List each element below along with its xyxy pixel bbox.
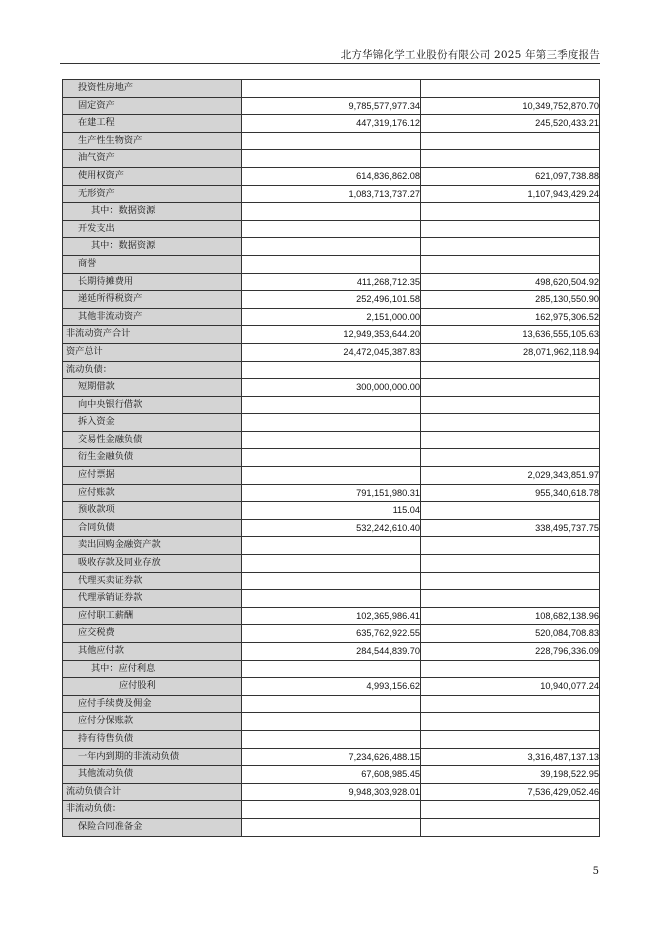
table-row — [63, 396, 600, 414]
table-row — [63, 431, 600, 449]
table-row — [63, 203, 600, 221]
balance-sheet-table — [62, 79, 600, 837]
table-row — [63, 713, 600, 731]
current-period-value — [242, 801, 421, 819]
row-label: 资产总计 — [63, 343, 242, 361]
current-period-value — [242, 150, 421, 168]
table-row — [63, 308, 600, 326]
prior-period-value: 10,349,752,870.70 — [421, 97, 600, 115]
prior-period-value: 1,107,943,429.24 — [421, 185, 600, 203]
table-row — [63, 467, 600, 485]
row-label: 应付股利 — [63, 678, 242, 696]
current-period-value — [242, 132, 421, 150]
row-label: 保险合同准备金 — [63, 818, 242, 836]
row-label: 在建工程 — [63, 115, 242, 133]
table-row — [63, 625, 600, 643]
prior-period-value — [421, 730, 600, 748]
balance-sheet-body — [63, 80, 600, 837]
table-row — [63, 607, 600, 625]
row-label: 生产性生物资产 — [63, 132, 242, 150]
prior-period-value — [421, 203, 600, 221]
header-divider — [60, 63, 600, 64]
current-period-value — [242, 537, 421, 555]
row-label: 其中：数据资源 — [63, 203, 242, 221]
prior-period-value: 498,620,504.92 — [421, 273, 600, 291]
current-period-value — [242, 467, 421, 485]
row-label: 交易性金融负债 — [63, 431, 242, 449]
prior-period-value: 108,682,138.96 — [421, 607, 600, 625]
table-row — [63, 660, 600, 678]
row-label: 一年内到期的非流动负债 — [63, 748, 242, 766]
row-label: 其他应付款 — [63, 643, 242, 661]
row-label: 投资性房地产 — [63, 80, 242, 98]
current-period-value: 2,151,000.00 — [242, 308, 421, 326]
row-label: 应付票据 — [63, 467, 242, 485]
prior-period-value: 228,796,336.09 — [421, 643, 600, 661]
prior-period-value — [421, 150, 600, 168]
table-row — [63, 695, 600, 713]
current-period-value — [242, 238, 421, 256]
current-period-value: 614,836,862.08 — [242, 167, 421, 185]
table-row — [63, 590, 600, 608]
current-period-value: 9,785,577,977.34 — [242, 97, 421, 115]
table-row — [63, 643, 600, 661]
current-period-value — [242, 431, 421, 449]
current-period-value: 24,472,045,387.83 — [242, 343, 421, 361]
table-row — [63, 730, 600, 748]
table-row — [63, 343, 600, 361]
table-row — [63, 519, 600, 537]
current-period-value: 1,083,713,737.27 — [242, 185, 421, 203]
prior-period-value — [421, 818, 600, 836]
prior-period-value — [421, 255, 600, 273]
prior-period-value — [421, 590, 600, 608]
prior-period-value: 13,636,555,105.63 — [421, 326, 600, 344]
table-row — [63, 484, 600, 502]
row-label: 递延所得税资产 — [63, 291, 242, 309]
table-row — [63, 783, 600, 801]
table-row — [63, 678, 600, 696]
prior-period-value: 2,029,343,851.97 — [421, 467, 600, 485]
current-period-value — [242, 203, 421, 221]
current-period-value — [242, 730, 421, 748]
table-row — [63, 801, 600, 819]
current-period-value — [242, 818, 421, 836]
prior-period-value — [421, 555, 600, 573]
row-label: 短期借款 — [63, 379, 242, 397]
table-row — [63, 115, 600, 133]
prior-period-value — [421, 379, 600, 397]
table-row — [63, 167, 600, 185]
row-label: 无形资产 — [63, 185, 242, 203]
row-label: 非流动资产合计 — [63, 326, 242, 344]
current-period-value: 635,762,922.55 — [242, 625, 421, 643]
current-period-value: 9,948,303,928.01 — [242, 783, 421, 801]
prior-period-value: 3,316,487,137.13 — [421, 748, 600, 766]
row-label: 代理买卖证券款 — [63, 572, 242, 590]
page-number: 5 — [592, 866, 599, 877]
table-row — [63, 97, 600, 115]
current-period-value — [242, 361, 421, 379]
prior-period-value: 520,084,708.83 — [421, 625, 600, 643]
prior-period-value: 162,975,306.52 — [421, 308, 600, 326]
current-period-value: 12,949,353,644.20 — [242, 326, 421, 344]
prior-period-value — [421, 80, 600, 98]
prior-period-value — [421, 238, 600, 256]
prior-period-value: 7,536,429,052.46 — [421, 783, 600, 801]
table-row — [63, 255, 600, 273]
table-row — [63, 185, 600, 203]
prior-period-value — [421, 396, 600, 414]
table-row — [63, 238, 600, 256]
prior-period-value — [421, 713, 600, 731]
row-label: 应交税费 — [63, 625, 242, 643]
current-period-value: 4,993,156.62 — [242, 678, 421, 696]
row-label: 其他流动负债 — [63, 766, 242, 784]
current-period-value: 252,496,101.58 — [242, 291, 421, 309]
current-period-value: 447,319,176.12 — [242, 115, 421, 133]
prior-period-value: 39,198,522.95 — [421, 766, 600, 784]
current-period-value: 411,268,712.35 — [242, 273, 421, 291]
row-label: 向中央银行借款 — [63, 396, 242, 414]
row-label: 流动负债： — [63, 361, 242, 379]
row-label: 非流动负债： — [63, 801, 242, 819]
prior-period-value — [421, 414, 600, 432]
row-label: 应付分保账款 — [63, 713, 242, 731]
row-label: 油气资产 — [63, 150, 242, 168]
prior-period-value — [421, 361, 600, 379]
table-row — [63, 150, 600, 168]
prior-period-value: 10,940,077.24 — [421, 678, 600, 696]
row-label: 应付手续费及佣金 — [63, 695, 242, 713]
prior-period-value — [421, 431, 600, 449]
prior-period-value — [421, 572, 600, 590]
row-label: 合同负债 — [63, 519, 242, 537]
table-row — [63, 748, 600, 766]
row-label: 其中：应付利息 — [63, 660, 242, 678]
table-row — [63, 273, 600, 291]
current-period-value: 791,151,980.31 — [242, 484, 421, 502]
current-period-value — [242, 695, 421, 713]
current-period-value — [242, 414, 421, 432]
row-label: 固定资产 — [63, 97, 242, 115]
prior-period-value: 28,071,962,118.94 — [421, 343, 600, 361]
table-row — [63, 502, 600, 520]
row-label: 吸收存款及同业存放 — [63, 555, 242, 573]
prior-period-value: 285,130,550.90 — [421, 291, 600, 309]
table-row — [63, 361, 600, 379]
table-row — [63, 555, 600, 573]
prior-period-value: 338,495,737.75 — [421, 519, 600, 537]
row-label: 代理承销证券款 — [63, 590, 242, 608]
current-period-value — [242, 220, 421, 238]
row-label: 其他非流动资产 — [63, 308, 242, 326]
prior-period-value — [421, 695, 600, 713]
row-label: 开发支出 — [63, 220, 242, 238]
current-period-value: 7,234,626,488.15 — [242, 748, 421, 766]
prior-period-value — [421, 537, 600, 555]
prior-period-value — [421, 449, 600, 467]
table-row — [63, 291, 600, 309]
table-row — [63, 379, 600, 397]
table-row — [63, 572, 600, 590]
prior-period-value — [421, 132, 600, 150]
row-label: 卖出回购金融资产款 — [63, 537, 242, 555]
current-period-value: 532,242,610.40 — [242, 519, 421, 537]
current-period-value: 67,608,985.45 — [242, 766, 421, 784]
prior-period-value — [421, 502, 600, 520]
row-label: 持有待售负债 — [63, 730, 242, 748]
row-label: 流动负债合计 — [63, 783, 242, 801]
current-period-value — [242, 80, 421, 98]
prior-period-value — [421, 801, 600, 819]
current-period-value: 300,000,000.00 — [242, 379, 421, 397]
current-period-value — [242, 555, 421, 573]
row-label: 其中：数据资源 — [63, 238, 242, 256]
table-row — [63, 326, 600, 344]
table-row — [63, 766, 600, 784]
current-period-value — [242, 713, 421, 731]
current-period-value — [242, 660, 421, 678]
current-period-value — [242, 590, 421, 608]
current-period-value: 115.04 — [242, 502, 421, 520]
row-label: 预收款项 — [63, 502, 242, 520]
table-row — [63, 414, 600, 432]
row-label: 应付职工薪酬 — [63, 607, 242, 625]
table-row — [63, 537, 600, 555]
row-label: 长期待摊费用 — [63, 273, 242, 291]
row-label: 拆入资金 — [63, 414, 242, 432]
prior-period-value — [421, 660, 600, 678]
current-period-value — [242, 572, 421, 590]
table-row — [63, 818, 600, 836]
prior-period-value — [421, 220, 600, 238]
current-period-value: 102,365,986.41 — [242, 607, 421, 625]
table-row — [63, 449, 600, 467]
current-period-value — [242, 255, 421, 273]
table-row — [63, 220, 600, 238]
row-label: 商誉 — [63, 255, 242, 273]
row-label: 应付账款 — [63, 484, 242, 502]
prior-period-value: 955,340,618.78 — [421, 484, 600, 502]
current-period-value — [242, 449, 421, 467]
row-label: 衍生金融负债 — [63, 449, 242, 467]
prior-period-value: 621,097,738.88 — [421, 167, 600, 185]
current-period-value — [242, 396, 421, 414]
row-label: 使用权资产 — [63, 167, 242, 185]
table-row — [63, 80, 600, 98]
prior-period-value: 245,520,433.21 — [421, 115, 600, 133]
report-header-title: 北方华锦化学工业股份有限公司 2025 年第三季度报告 — [340, 49, 600, 61]
table-row — [63, 132, 600, 150]
current-period-value: 284,544,839.70 — [242, 643, 421, 661]
